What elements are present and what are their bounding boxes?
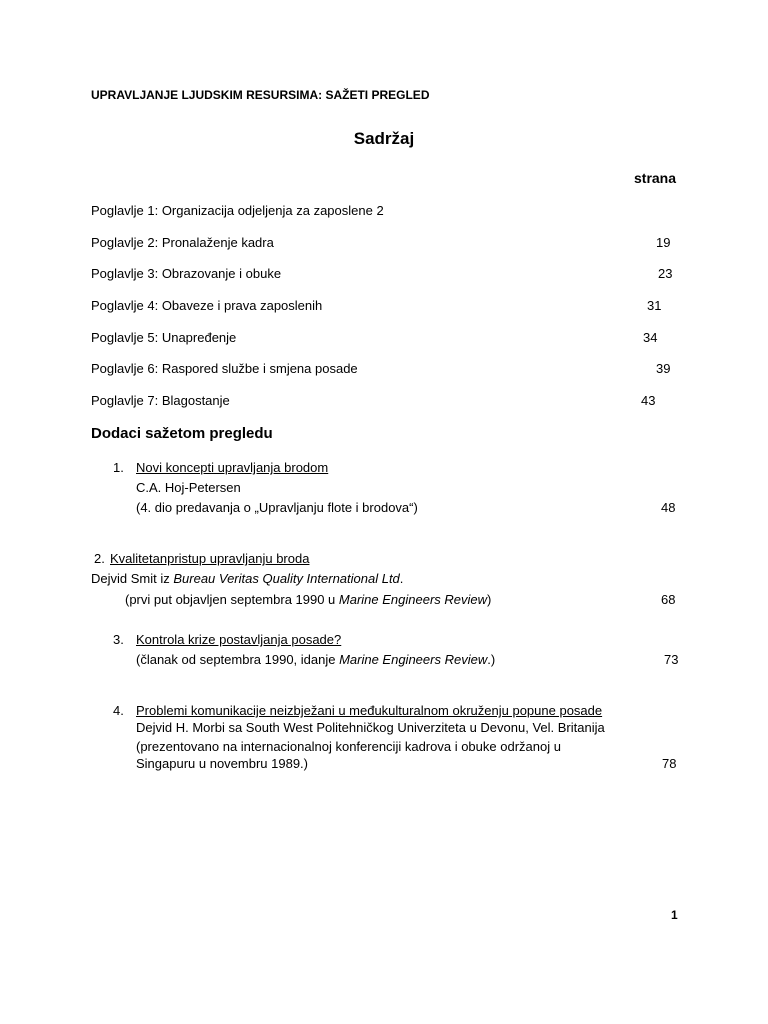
page-column-label: strana: [634, 170, 677, 186]
appendix-4-title: Problemi komunikacije neizbježani u međukulturalnom okruženju popune posade: [136, 703, 603, 718]
appendix-1-author: C.A. Hoj-Petersen: [136, 480, 241, 495]
appendix-2-title: Kvalitetanpristup upravljanju broda: [110, 551, 310, 566]
appendix-3-note-prefix: (članak od septembra 1990, idanje: [136, 652, 340, 667]
header-title: UPRAVLJANJE LJUDSKIM RESURSIMA: SAŽETI PREGLED: [91, 88, 430, 102]
appendix-3-note: [136, 652, 495, 668]
appendix-2-note-suffix: ): [487, 592, 492, 607]
chapter-4-label: Poglavlje 4: Obaveze i prava zaposlenih: [91, 298, 323, 313]
chapter-7-label: Poglavlje 7: Blagostanje: [91, 393, 230, 408]
appendix-2-number: 2.: [94, 551, 105, 566]
appendix-2-author-suffix: .: [399, 571, 404, 586]
appendix-4-page: 78: [662, 756, 677, 771]
appendix-4-note-line2: Singapuru u novembru 1989.): [136, 756, 309, 771]
appendix-1-page: 48: [661, 500, 676, 515]
chapter-5-page: 34: [643, 330, 658, 345]
page-number: 1: [671, 908, 678, 922]
appendix-heading: Dodaci sažetom pregledu: [91, 425, 273, 442]
appendix-3-page: 73: [664, 652, 679, 667]
chapter-5-label: Poglavlje 5: Unapređenje: [91, 330, 237, 345]
appendix-2-author-org: Bureau Veritas Quality International Ltd: [173, 571, 400, 586]
appendix-4-author: Dejvid H. Morbi sa South West Politehničkog Univerziteta u Devonu, Vel. Britanija: [136, 720, 605, 735]
appendix-1-title: Novi koncepti upravljanja brodom: [136, 460, 329, 475]
chapter-2-page: 19: [656, 235, 671, 250]
appendix-2-page: 68: [661, 592, 676, 607]
chapter-6-label: Poglavlje 6: Raspored službe i smjena posade: [91, 361, 358, 376]
appendix-2-note-prefix: (prvi put objavljen septembra 1990 u: [125, 592, 339, 607]
chapter-6-page: 39: [656, 361, 671, 376]
appendix-4-note-line1: (prezentovano na internacionalnoj konferenciji kadrova i obuke održanoj u: [136, 739, 561, 754]
chapter-3-page: 23: [658, 266, 673, 281]
chapter-1-label: Poglavlje 1: Organizacija odjeljenja za zaposlene 2: [91, 203, 384, 218]
chapter-4-page: 31: [647, 298, 662, 313]
appendix-3-number: 3.: [113, 632, 124, 647]
appendix-4-number: 4.: [113, 703, 124, 718]
appendix-2-note: [125, 592, 491, 608]
toc-title: Sadržaj: [353, 129, 415, 148]
chapter-2-label: Poglavlje 2: Pronalaženje kadra: [91, 235, 274, 250]
chapter-7-page: 43: [641, 393, 656, 408]
appendix-3-note-journal: Marine Engineers Review: [339, 652, 488, 667]
appendix-3-title: Kontrola krize postavljanja posade?: [136, 632, 342, 647]
appendix-1-note: (4. dio predavanja o „Upravljanju flote i brodova“): [136, 500, 418, 515]
appendix-2-author-prefix: Dejvid Smit iz: [91, 571, 174, 586]
appendix-1-number: 1.: [113, 460, 124, 475]
chapter-3-label: Poglavlje 3: Obrazovanje i obuke: [91, 266, 282, 281]
appendix-3-note-suffix: .): [487, 652, 496, 667]
appendix-2-note-journal: Marine Engineers Review: [338, 592, 488, 607]
appendix-2-author: [91, 571, 403, 587]
